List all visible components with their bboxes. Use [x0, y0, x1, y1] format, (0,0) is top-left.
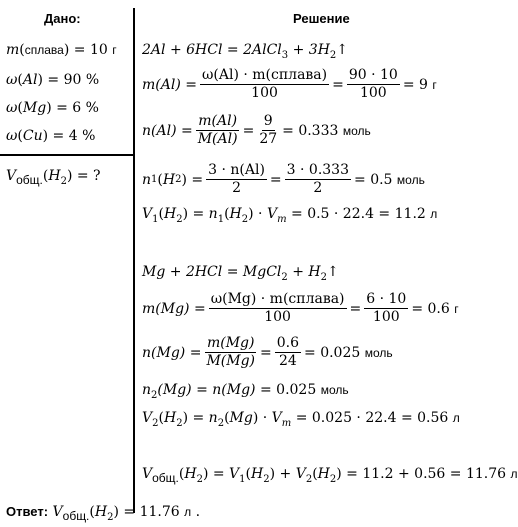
calc-n2-h2: $n_2(Mg) = n(Mg) = 0.025$ моль [142, 382, 349, 401]
calc-n-al: n(Al) = $\frac{m(Al)}{M(Al)}$ = $\frac{9}{27}$ = 0.333 моль [142, 113, 371, 147]
calc-m-mg: m(Mg) = $\frac{\text{ω(Mg) · m(сплава)}}{100}$ = $\frac{6 \cdot 10}{100}$ = 0.6 г [142, 291, 459, 325]
calc-m-al: m(Al) = $\frac{\text{ω(Al) · m(сплава)}}{100}$ = $\frac{90 \cdot 10}{100}$ = 9 г [142, 67, 437, 101]
given-omega-mg: ω(Mg) = 6 % [6, 100, 99, 116]
given-header: Дано: [44, 11, 81, 26]
calc-n1-h2: n 1 ( H 2 ) = $\frac{3 \cdot n(Al)}{2}$ = $\frac{3 \cdot 0.333}{2}$ = 0.5 моль [142, 162, 425, 196]
calc-n-mg: n(Mg) = $\frac{m(Mg)}{M(Mg)}$ = $\frac{0.6}{24}$ = 0.025 моль [142, 335, 393, 369]
answer-line: Ответ: $V_{общ.}(H_2) = 11.76$ л . [6, 504, 201, 523]
given-mass-alloy: m(сплава) = 10 г [6, 42, 117, 58]
column-divider [133, 8, 135, 513]
given-omega-al: ω(Al) = 90 % [6, 72, 100, 88]
calc-v2-h2: $V_2(H_2) = n_2(Mg) \cdot V_m = 0.025 \cdot 22.4 = 0.56$ л [142, 410, 460, 429]
solution-header: Решение [293, 11, 350, 26]
given-omega-cu: ω(Cu) = 4 % [6, 128, 96, 144]
reaction-al-hcl: 2Al + 6HCl = 2AlCl$_3$ + $3H_2↑$ [142, 42, 349, 61]
calc-v-total: $V_{общ.}(H_2) = V_1(H_2) + V_2(H_2) = 11.2 + 0.56 = 11.76$ л [142, 466, 518, 485]
reaction-mg-hcl: Mg + 2HCl = MgCl$_2$ + $H_2↑$ [142, 264, 339, 283]
find-volume: $V_{общ.}(H_2)$ = ? [6, 168, 101, 187]
calc-v1-h2: $V_1(H_2) = n_1(H_2) \cdot V_m = 0.5 \cdot 22.4 = 11.2$ л [142, 206, 438, 225]
given-find-divider [0, 154, 134, 156]
